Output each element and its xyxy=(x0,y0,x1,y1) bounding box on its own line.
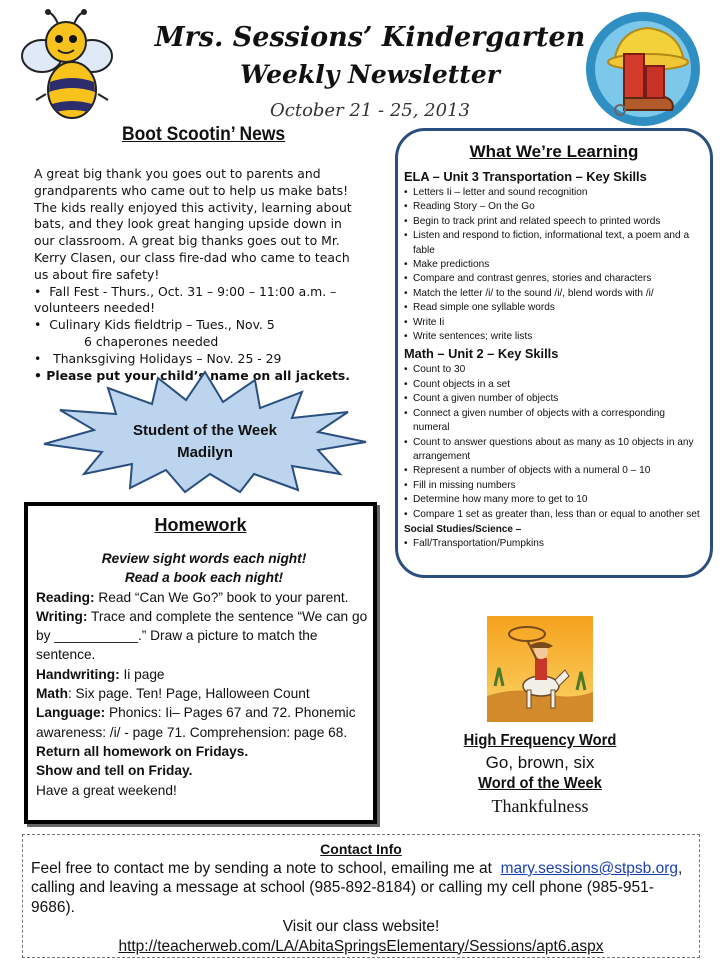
word-of-week: Thankfulness xyxy=(491,796,589,816)
bee-illustration xyxy=(16,8,116,128)
math-item: • Count to 30 xyxy=(404,363,704,377)
homework-return: Return all homework on Fridays. xyxy=(36,743,249,759)
boot-and-hat-illustration xyxy=(584,10,702,128)
homework-line: Review sight words each night! xyxy=(101,551,307,566)
ela-item: • Listen and respond to fiction, informational text, a poem and a fable xyxy=(404,229,704,258)
ela-item: • Compare and contrast genres, stories and characters xyxy=(404,272,704,286)
ela-item: • Make predictions xyxy=(404,258,704,272)
math-item: • Represent a number of objects with a numeral 0 – 10 xyxy=(404,464,704,478)
homework-line: Read a book each night! xyxy=(124,570,284,586)
ela-heading: ELA – Unit 3 Transportation – Key Skills xyxy=(404,169,647,184)
ela-item: • Reading Story – On the Go xyxy=(404,200,704,214)
email-link[interactable]: mary.sessions@stpsb.org xyxy=(500,860,678,877)
ela-item: • Write Ii xyxy=(404,316,704,330)
ela-item: • Write sentences; write lists xyxy=(404,330,704,344)
homework-show: Show and tell on Friday. xyxy=(36,763,193,779)
website-link[interactable]: http://teacherweb.com/LA/AbitaSpringsElementary/Sessions/apt6.aspx xyxy=(118,937,604,955)
contact-heading: Contact Info xyxy=(320,841,402,857)
contact-text: Feel free to contact me by sending a note to school, emailing me at xyxy=(31,860,497,877)
homework-heading: Homework xyxy=(154,515,247,535)
homework-language: Language: Phonics: Ii– Pages 67 and 72. Phonemic awareness: /i/ - page 71. Comprehension: page 68. xyxy=(36,705,356,740)
cowboy-illustration xyxy=(487,616,593,722)
what-were-learning-box xyxy=(395,128,713,578)
boot-scootin-news-heading: Boot Scootin’ News xyxy=(122,124,286,145)
homework-body xyxy=(36,549,372,800)
math-item: • Fill in missing numbers xyxy=(404,479,704,493)
newsletter-title-line2: Weekly Newsletter xyxy=(240,60,500,89)
homework-box xyxy=(24,502,377,824)
homework-closing: Have a great weekend! xyxy=(36,782,177,798)
math-item: • Count objects in a set xyxy=(404,378,704,392)
high-frequency-heading: High Frequency Word xyxy=(463,732,617,749)
learning-body xyxy=(404,167,704,551)
contact-box xyxy=(22,834,700,958)
high-frequency-words: Go, brown, six xyxy=(485,753,595,772)
math-item: • Connect a given number of objects with a corresponding numeral xyxy=(404,407,704,436)
homework-reading: Reading: Read “Can We Go?” book to your parent. xyxy=(36,589,349,605)
ela-item: • Read simple one syllable words xyxy=(404,301,704,315)
contact-text: , calling and leaving a message at school (985-892-8184) or calling my cell phone (985-951-9686). xyxy=(31,860,683,916)
math-item: • Compare 1 set as greater than, less than or equal to another set xyxy=(404,508,704,522)
word-section xyxy=(420,730,660,817)
homework-writing: Writing: Trace and complete the sentence “We can go by ___________.” Draw a picture to match the sentence. xyxy=(36,608,368,663)
news-item: 6 chaperones needed xyxy=(84,333,219,349)
ela-item: • Begin to track print and related speech to printed words xyxy=(404,215,704,229)
news-item: • Please put your child’s name on all jackets. xyxy=(34,367,351,383)
math-item: • Determine how many more to get to 10 xyxy=(404,493,704,507)
social-studies-heading: Social Studies/Science – xyxy=(404,523,522,535)
news-item: • Fall Fest - Thurs., Oct. 31 – 9:00 – 11:00 a.m. – volunteers needed! xyxy=(34,283,337,316)
math-heading: Math – Unit 2 – Key Skills xyxy=(404,346,559,362)
boot-scootin-news-body xyxy=(34,166,364,384)
social-studies-item: • Fall/Transportation/Pumpkins xyxy=(404,537,704,551)
contact-body xyxy=(31,859,691,956)
date-range: October 21 - 25, 2013 xyxy=(270,100,470,121)
news-item: • Culinary Kids fieldtrip – Tues., Nov. 5 xyxy=(34,317,275,333)
learning-heading: What We’re Learning xyxy=(469,142,639,161)
math-item: • Count to answer questions about as many as 10 objects in any arrangement xyxy=(404,436,704,465)
news-paragraph: A great big thank you goes out to parents and grandparents who came out to help us make bats! The kids really enjoyed this activity, learning about bats, and they look great hanging upside down in our classroom. A great big thanks goes out to Mr. Kerry Clasen, our class fire-dad who came to teach us about fire safety! xyxy=(34,166,352,282)
ela-item: • Letters Ii – letter and sound recognition xyxy=(404,186,704,200)
homework-math: Math: Six page. Ten! Page, Halloween Count xyxy=(36,686,310,702)
ela-item: • Match the letter /i/ to the sound /i/, blend words with /i/ xyxy=(404,287,704,301)
student-of-week-label: Student of the Week xyxy=(133,422,277,439)
student-of-week-name: Madilyn xyxy=(177,444,233,461)
website-label: Visit our class website! xyxy=(282,918,440,936)
word-of-week-heading: Word of the Week xyxy=(478,775,602,792)
newsletter-title-line1: Mrs. Sessions’ Kindergarten xyxy=(154,22,586,53)
website-link-wrap xyxy=(31,937,691,956)
math-item: • Count a given number of objects xyxy=(404,392,704,406)
student-of-week-text xyxy=(90,420,320,464)
news-item: • Thanksgiving Holidays – Nov. 25 - 29 xyxy=(34,350,282,366)
homework-handwriting: Handwriting: Ii page xyxy=(36,666,165,682)
